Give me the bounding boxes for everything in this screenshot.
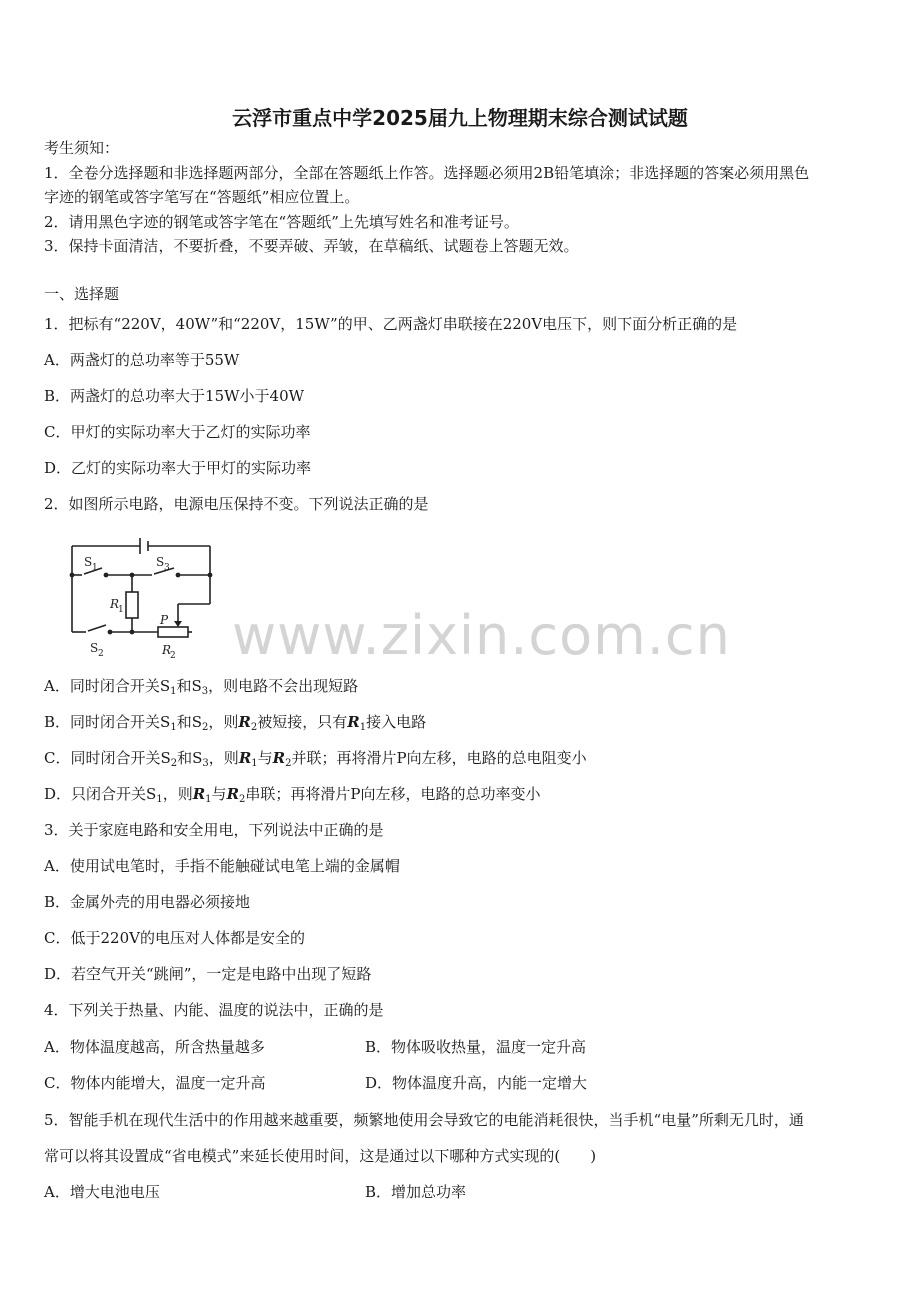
label-r1-sub: 1 [118, 605, 124, 615]
q5-option-b: B．增加总功率 [365, 1183, 467, 1201]
q3-option-b: B．金属外壳的用电器必须接地 [44, 893, 251, 911]
label-s3-sub: 3 [164, 563, 170, 573]
q1-option-a: A．两盏灯的总功率等于55W [44, 351, 240, 369]
q2-option-c: C．同时闭合开关$S_2$和$S_3$，则$R_1$与$R_2$并联；再将滑片P向左移，电路的总电阻变小 [44, 749, 587, 769]
label-s2-sub: 2 [98, 649, 104, 659]
label-r2: R [162, 643, 172, 657]
q2-option-b: B．同时闭合开关$S_1$和$S_2$，则$R_2$被短接，只有$R_1$接入电路 [44, 713, 427, 733]
q1-option-d: D．乙灯的实际功率大于甲灯的实际功率 [44, 459, 312, 477]
section-heading: 一、选择题 [44, 285, 120, 303]
q3-option-c: C．低于220V的电压对人体都是安全的 [44, 929, 305, 947]
q3-stem: 3．关于家庭电路和安全用电，下列说法中正确的是 [44, 821, 384, 839]
label-s2: S [90, 641, 99, 655]
page-title: 云浮市重点中学2025届九上物理期末综合测试试题 [232, 106, 688, 130]
label-s3: S [156, 555, 165, 569]
label-r2-sub: 2 [170, 651, 176, 661]
q4-option-c: C．物体内能增大，温度一定升高 [44, 1074, 266, 1092]
q1-option-c: C．甲灯的实际功率大于乙灯的实际功率 [44, 423, 311, 441]
q1-option-b: B．两盏灯的总功率大于15W小于40W [44, 387, 305, 405]
q2-stem: 2．如图所示电路，电源电压保持不变。下列说法正确的是 [44, 495, 429, 513]
q1-stem: 1．把标有“220V，40W”和“220V，15W”的甲、乙两盏灯串联接在220V电压下，则下面分析正确的是 [44, 315, 738, 333]
q4-stem: 4．下列关于热量、内能、温度的说法中，正确的是 [44, 1001, 384, 1019]
notice-item-1-cont: 字迹的钢笔或答字笔写在“答题纸”相应位置上。 [44, 188, 360, 206]
q5-option-a: A．增大电池电压 [44, 1183, 160, 1201]
q4-option-b: B．物体吸收热量，温度一定升高 [365, 1038, 587, 1056]
q2-option-a: A．同时闭合开关$S_1$和$S_3$，则电路不会出现短路 [44, 677, 359, 697]
circuit-diagram [62, 530, 222, 662]
notice-heading: 考生须知： [44, 139, 120, 157]
label-s1-sub: 1 [92, 563, 98, 573]
watermark: www.zixin.com.cn [232, 604, 731, 667]
notice-item-2: 2．请用黑色字迹的钢笔或答字笔在“答题纸”上先填写姓名和准考证号。 [44, 213, 519, 231]
label-s1: S [84, 555, 93, 569]
notice-item-3: 3．保持卡面清洁，不要折叠，不要弄破、弄皱，在草稿纸、试题卷上答题无效。 [44, 237, 579, 255]
label-r1: R [110, 597, 120, 611]
notice-item-1: 1．全卷分选择题和非选择题两部分，全部在答题纸上作答。选择题必须用2B铅笔填涂；非选择题的答案必须用黑色 [44, 164, 810, 182]
q3-option-a: A．使用试电笔时，手指不能触碰试电笔上端的金属帽 [44, 857, 400, 875]
q2-option-d: D．只闭合开关$S_1$，则$R_1$与$R_2$串联；再将滑片P向左移，电路的总功率变小 [44, 785, 541, 805]
q4-option-a: A．物体温度越高，所含热量越多 [44, 1038, 265, 1056]
q4-option-d: D．物体温度升高，内能一定增大 [365, 1074, 588, 1092]
q5-stem-line-2: 常可以将其设置成“省电模式”来延长使用时间，这是通过以下哪种方式实现的( ) [44, 1147, 597, 1165]
q5-stem-line-1: 5．智能手机在现代生活中的作用越来越重要，频繁地使用会导致它的电能消耗很快，当手机“电量”所剩无几时，通 [44, 1111, 804, 1129]
q3-option-d: D．若空气开关“跳闸”，一定是电路中出现了短路 [44, 965, 372, 983]
label-p: P [160, 613, 169, 627]
